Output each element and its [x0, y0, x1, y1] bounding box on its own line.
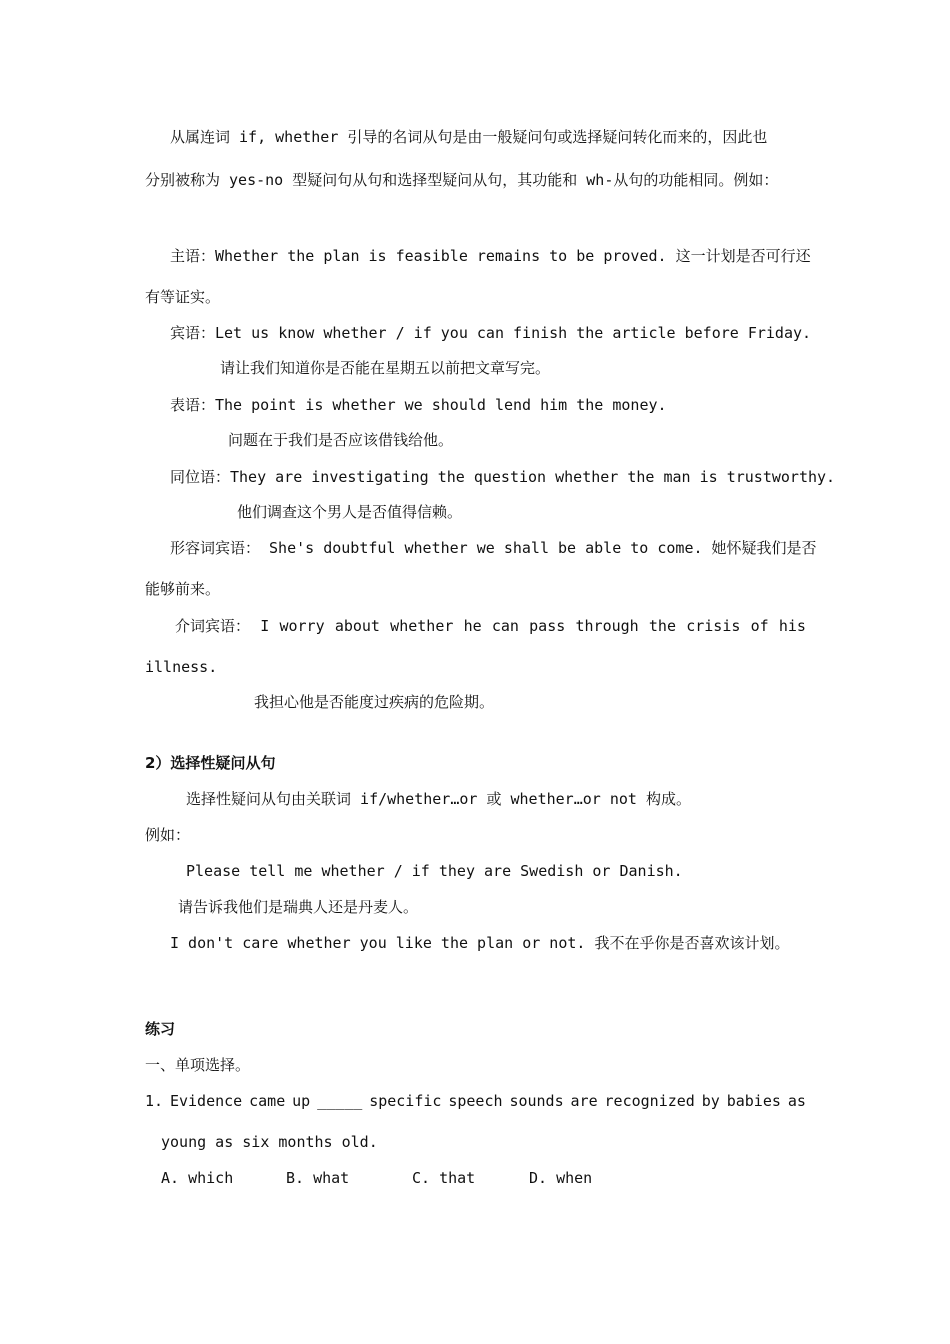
- example-appositive-zh: 他们调查这个男人是否值得信赖。: [237, 503, 463, 521]
- intro-line-2: 分别被称为 yes-no 型疑问句从句和选择型疑问从句，其功能和 wh-从句的功能相同。例如：: [145, 171, 779, 189]
- question-word: 1.: [145, 1092, 164, 1110]
- exercise-heading: 练习: [145, 1020, 176, 1038]
- example-appositive-en: 同位语：They are investigating the question whether the man is trustworthy.: [170, 468, 836, 486]
- example-prep-object-en: [145, 616, 806, 636]
- section-2-example-1-en: Please tell me whether / if they are Swedish or Danish.: [186, 862, 683, 880]
- example-predicative-zh: 问题在于我们是否应该借钱给他。: [228, 431, 454, 449]
- section-2-heading: 2）选择性疑问从句: [145, 754, 276, 772]
- question-word: sounds: [509, 1092, 564, 1110]
- example-subject: 主语：Whether the plan is feasible remains to be proved. 这一计划是否可行还: [170, 247, 811, 265]
- example-adj-object-en: 形容词宾语： She's doubtful whether we shall be able to come. 她怀疑我们是否: [170, 539, 817, 557]
- example-predicative-en: 表语：The point is whether we should lend him the money.: [170, 396, 667, 414]
- question-blank: _____: [317, 1092, 363, 1110]
- option-b: B. what: [286, 1169, 350, 1187]
- question-word: recognized: [604, 1092, 695, 1110]
- question-word: up: [292, 1092, 311, 1110]
- prep-word: the: [648, 617, 676, 635]
- section-2-example-2: I don't care whether you like the plan or not. 我不在乎你是否喜欢该计划。: [170, 934, 790, 952]
- option-c: C. that: [412, 1169, 476, 1187]
- question-word: babies: [726, 1092, 781, 1110]
- example-subject-cont: 有等证实。: [145, 288, 221, 306]
- option-a: A. which: [161, 1169, 234, 1187]
- prep-word: through: [575, 617, 639, 635]
- prep-word: can: [491, 617, 519, 635]
- prep-word: of: [750, 617, 769, 635]
- example-object-zh: 请让我们知道你是否能在星期五以前把文章写完。: [220, 359, 551, 377]
- question-1: [145, 1091, 806, 1111]
- prep-word: I: [260, 617, 270, 635]
- example-prep-object-zh: 我担心他是否能度过疾病的危险期。: [254, 693, 495, 711]
- prep-word: about: [334, 617, 380, 635]
- question-word: specific: [369, 1092, 442, 1110]
- question-word: are: [570, 1092, 598, 1110]
- prep-word: whether: [390, 617, 454, 635]
- example-object-en: 宾语：Let us know whether / if you can finish the article before Friday.: [170, 324, 812, 342]
- example-adj-object-cont: 能够前来。: [145, 580, 221, 598]
- prep-word: worry: [279, 617, 325, 635]
- section-2-desc: 选择性疑问从句由关联词 if/whether…or 或 whether…or not 构成。: [186, 790, 691, 808]
- prep-word: pass: [529, 617, 566, 635]
- exercise-part-label: 一、单项选择。: [145, 1056, 251, 1074]
- question-word: by: [701, 1092, 720, 1110]
- section-2-example-label: 例如：: [145, 826, 191, 844]
- example-prep-object-cont: illness.: [145, 658, 218, 676]
- option-d: D. when: [529, 1169, 593, 1187]
- prep-word: crisis: [686, 617, 741, 635]
- question-word: came: [249, 1092, 286, 1110]
- section-2-example-1-zh: 请告诉我他们是瑞典人还是丹麦人。: [178, 898, 419, 916]
- question-word: speech: [448, 1092, 503, 1110]
- prep-word: 介词宾语：: [175, 617, 251, 635]
- question-1-cont: young as six months old.: [161, 1133, 378, 1151]
- question-word: Evidence: [169, 1092, 243, 1110]
- question-word: as: [787, 1092, 806, 1110]
- prep-word: his: [778, 617, 806, 635]
- intro-line-1: 从属连词 if, whether 引导的名词从句是由一般疑问句或选择疑问转化而来的，因此也: [170, 128, 768, 146]
- prep-word: he: [463, 617, 482, 635]
